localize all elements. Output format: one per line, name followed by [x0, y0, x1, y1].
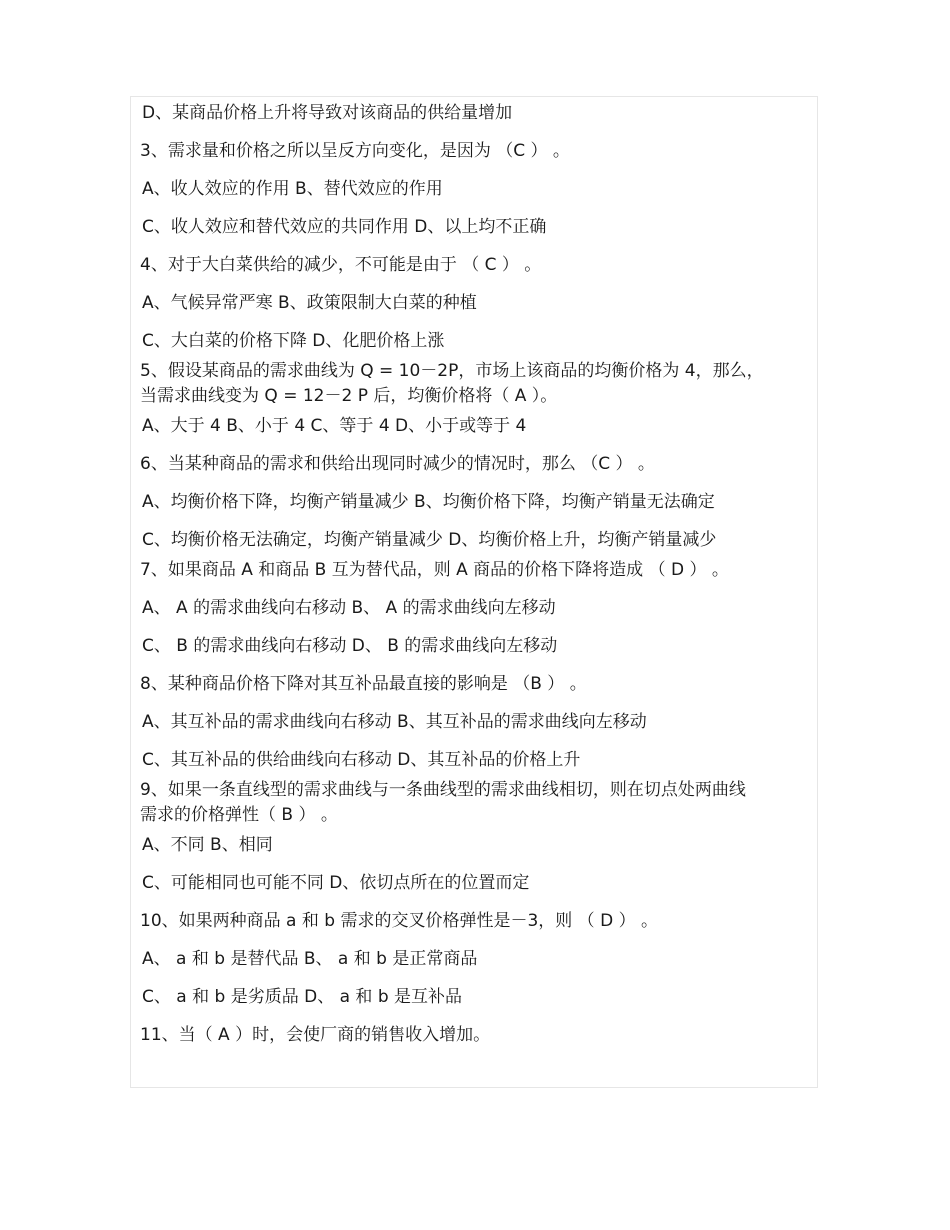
question-5-line-2: 当需求曲线变为 Q = 12－2 P 后，均衡价格将（ A ）。 [140, 386, 558, 406]
options-cd-q8: C、其互补品的供给曲线向右移动 D、其互补品的价格上升 [142, 750, 581, 770]
options-ab-q10: A、 a 和 b 是替代品 B、 a 和 b 是正常商品 [142, 949, 478, 969]
options-q5: A、大于 4 B、小于 4 C、等于 4 D、小于或等于 4 [142, 416, 527, 436]
question-11: 11、当（ A ）时，会使厂商的销售收入增加。 [140, 1025, 491, 1045]
question-10: 10、如果两种商品 a 和 b 需求的交叉价格弹性是－3，则 （ D ） 。 [140, 911, 658, 931]
options-cd-q6: C、均衡价格无法确定，均衡产销量减少 D、均衡价格上升，均衡产销量减少 [142, 530, 717, 550]
question-6: 6、当某种商品的需求和供给出现同时减少的情况时，那么 （C ） 。 [140, 454, 655, 474]
question-4: 4、对于大白菜供给的减少，不可能是由于 （ C ） 。 [140, 255, 542, 275]
options-ab-q8: A、其互补品的需求曲线向右移动 B、其互补品的需求曲线向左移动 [142, 712, 647, 732]
options-ab-q3: A、收人效应的作用 B、替代效应的作用 [142, 179, 443, 199]
question-8: 8、某种商品价格下降对其互补品最直接的影响是 （B ） 。 [140, 674, 587, 694]
options-ab-q7: A、 A 的需求曲线向右移动 B、 A 的需求曲线向左移动 [142, 598, 556, 618]
options-ab-q6: A、均衡价格下降，均衡产销量减少 B、均衡价格下降，均衡产销量无法确定 [142, 492, 715, 512]
option-d-q2: D、某商品价格上升将导致对该商品的供给量增加 [142, 103, 513, 123]
options-cd-q10: C、 a 和 b 是劣质品 D、 a 和 b 是互补品 [142, 987, 463, 1007]
question-3: 3、需求量和价格之所以呈反方向变化，是因为 （C ） 。 [140, 141, 570, 161]
options-ab-q9: A、不同 B、相同 [142, 835, 273, 855]
options-cd-q7: C、 B 的需求曲线向右移动 D、 B 的需求曲线向左移动 [142, 636, 558, 656]
options-ab-q4: A、气候异常严寒 B、政策限制大白菜的种植 [142, 293, 477, 313]
question-9-line-2: 需求的价格弹性（ B ） 。 [140, 805, 338, 825]
options-cd-q3: C、收人效应和替代效应的共同作用 D、以上均不正确 [142, 217, 547, 237]
question-9-line-1: 9、如果一条直线型的需求曲线与一条曲线型的需求曲线相切，则在切点处两曲线 [140, 780, 746, 800]
question-7: 7、如果商品 A 和商品 B 互为替代品，则 A 商品的价格下降将造成 （ D ） 。 [140, 560, 729, 580]
options-cd-q4: C、大白菜的价格下降 D、化肥价格上涨 [142, 331, 445, 351]
question-5-line-1: 5、假设某商品的需求曲线为 Q = 10－2P，市场上该商品的均衡价格为 4，那么， [140, 361, 764, 381]
options-cd-q9: C、可能相同也可能不同 D、依切点所在的位置而定 [142, 873, 530, 893]
document-body [140, 102, 810, 1046]
